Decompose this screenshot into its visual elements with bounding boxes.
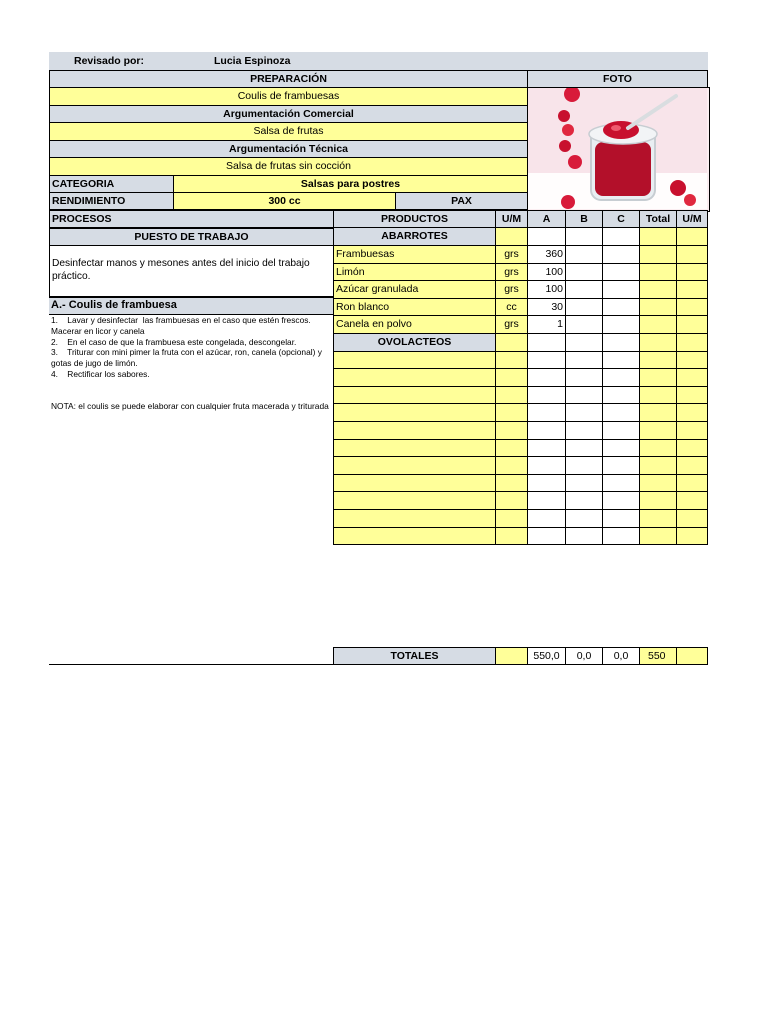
category-value: Salsas para postres (173, 175, 528, 193)
empty-row-cell (676, 456, 708, 475)
empty-row-cell (527, 527, 566, 546)
product-a: 100 (527, 280, 566, 299)
empty-row-cell (602, 456, 640, 475)
yield-value: 300 cc (173, 192, 396, 210)
empty-row-cell (602, 491, 640, 510)
empty-row-cell (495, 527, 528, 546)
empty-row-cell (527, 439, 566, 458)
empty-row-cell (565, 527, 603, 546)
technical-value: Salsa de frutas sin cocción (49, 157, 528, 176)
totals-total: 550 (639, 647, 677, 665)
empty-row-cell (495, 456, 528, 475)
empty-row-cell (639, 509, 677, 528)
empty-row-cell (676, 527, 708, 546)
empty-row-cell (639, 368, 677, 387)
empty-row-cell (639, 421, 677, 440)
empty-row-cell (333, 509, 496, 528)
totals-line-left (49, 664, 334, 665)
empty-row-cell (495, 421, 528, 440)
product-name: Limón (333, 263, 496, 282)
product-a: 360 (527, 245, 566, 264)
procesos-header: PROCESOS (49, 210, 334, 228)
product-um2 (676, 263, 708, 282)
preparation-value: Coulis de frambuesas (49, 87, 528, 106)
grid-cell (676, 227, 708, 246)
product-total (639, 245, 677, 264)
workstation-header: PUESTO DE TRABAJO (49, 228, 334, 246)
workstation-text: Desinfectar manos y mesones antes del inicio del trabajo práctico. (49, 245, 334, 297)
empty-row-cell (527, 509, 566, 528)
empty-row-cell (333, 439, 496, 458)
grid-cell (565, 333, 603, 352)
product-a: 30 (527, 298, 566, 317)
product-c (602, 315, 640, 334)
product-um: grs (495, 263, 528, 282)
productos-header: PRODUCTOS (333, 210, 496, 228)
empty-row-cell (639, 403, 677, 422)
empty-row-cell (527, 456, 566, 475)
product-name: Canela en polvo (333, 315, 496, 334)
product-name: Azúcar granulada (333, 280, 496, 299)
commercial-header: Argumentación Comercial (49, 105, 528, 123)
totals-b: 0,0 (565, 647, 603, 665)
empty-row-cell (565, 368, 603, 387)
empty-row-cell (333, 368, 496, 387)
product-b (565, 280, 603, 299)
empty-row-cell (565, 439, 603, 458)
product-um: grs (495, 245, 528, 264)
reviewed-label: Revisado por: (74, 54, 145, 67)
empty-row-cell (527, 491, 566, 510)
totals-label: TOTALES (333, 647, 496, 665)
um2-header: U/M (676, 210, 708, 228)
grid-cell (495, 333, 528, 352)
product-total (639, 263, 677, 282)
empty-row-cell (676, 491, 708, 510)
product-a: 100 (527, 263, 566, 282)
abarrotes-header: ABARROTES (333, 227, 496, 246)
technical-header: Argumentación Técnica (49, 140, 528, 158)
empty-row-cell (602, 368, 640, 387)
empty-row-cell (676, 403, 708, 422)
category-label: CATEGORIA (49, 175, 174, 193)
product-um: grs (495, 280, 528, 299)
empty-row-cell (676, 421, 708, 440)
um-header: U/M (495, 210, 528, 228)
empty-row-cell (565, 456, 603, 475)
total-header: Total (639, 210, 677, 228)
product-total (639, 298, 677, 317)
empty-row-cell (639, 386, 677, 405)
totals-a: 550,0 (527, 647, 566, 665)
product-b (565, 245, 603, 264)
empty-row-cell (565, 474, 603, 493)
section-a-title: A.- Coulis de frambuesa (49, 297, 334, 315)
empty-row-cell (639, 474, 677, 493)
recipe-photo (527, 87, 710, 212)
empty-row-cell (602, 439, 640, 458)
empty-row-cell (639, 456, 677, 475)
pax-label: PAX (395, 192, 528, 210)
product-total (639, 280, 677, 299)
grid-cell (602, 333, 640, 352)
product-a: 1 (527, 315, 566, 334)
product-b (565, 315, 603, 334)
product-b (565, 298, 603, 317)
empty-row-cell (676, 351, 708, 370)
reviewed-name: Lucia Espinoza (214, 54, 291, 67)
product-name: Frambuesas (333, 245, 496, 264)
yield-label: RENDIMIENTO (49, 192, 174, 210)
section-a-steps: 1. Lavar y desinfectar las frambuesas en el caso que estén frescos. Macerar en licor y canela 2. En el caso de que la frambuesa este congelada, descongelar. 3. Triturar con mini pimer la fruta con el azúcar, ron, canela (opcional) y gotas de jugo de limón. 4. Rectificar los sabores. NOTA: el coulis se puede elaborar con cualquier fruta macerada y triturada (51, 315, 329, 412)
empty-row-cell (602, 474, 640, 493)
product-total (639, 315, 677, 334)
product-name: Ron blanco (333, 298, 496, 317)
empty-row-cell (527, 351, 566, 370)
empty-row-cell (602, 527, 640, 546)
product-um2 (676, 280, 708, 299)
empty-row-cell (333, 421, 496, 440)
commercial-value: Salsa de frutas (49, 122, 528, 141)
empty-row-cell (676, 439, 708, 458)
product-c (602, 280, 640, 299)
totals-c: 0,0 (602, 647, 640, 665)
empty-row-cell (527, 368, 566, 387)
ovolacteos-header: OVOLACTEOS (333, 333, 496, 352)
product-um: grs (495, 315, 528, 334)
product-um: cc (495, 298, 528, 317)
empty-row-cell (565, 386, 603, 405)
grid-cell (565, 227, 603, 246)
grid-cell (527, 227, 566, 246)
totals-um2 (676, 647, 708, 665)
product-c (602, 263, 640, 282)
grid-cell (602, 227, 640, 246)
empty-row-cell (676, 368, 708, 387)
empty-row-cell (495, 491, 528, 510)
raspberry-jar-photo (528, 88, 707, 209)
product-c (602, 245, 640, 264)
product-c (602, 298, 640, 317)
product-um2 (676, 315, 708, 334)
grid-cell (527, 333, 566, 352)
empty-row-cell (333, 474, 496, 493)
empty-row-cell (527, 474, 566, 493)
totals-um (495, 647, 528, 665)
empty-row-cell (495, 509, 528, 528)
empty-row-cell (676, 474, 708, 493)
empty-row-cell (565, 491, 603, 510)
empty-row-cell (602, 386, 640, 405)
empty-row-cell (333, 491, 496, 510)
a-header: A (527, 210, 566, 228)
empty-row-cell (639, 439, 677, 458)
grid-cell (676, 333, 708, 352)
empty-row-cell (602, 403, 640, 422)
c-header: C (602, 210, 640, 228)
empty-row-cell (676, 386, 708, 405)
empty-row-cell (333, 351, 496, 370)
empty-row-cell (602, 351, 640, 370)
empty-row-cell (495, 474, 528, 493)
empty-row-cell (565, 351, 603, 370)
photo-header: FOTO (527, 70, 708, 88)
empty-row-cell (565, 509, 603, 528)
product-um2 (676, 245, 708, 264)
empty-row-cell (527, 403, 566, 422)
empty-row-cell (676, 509, 708, 528)
grid-cell (639, 227, 677, 246)
empty-row-cell (639, 527, 677, 546)
empty-row-cell (495, 403, 528, 422)
empty-row-cell (639, 491, 677, 510)
empty-row-cell (495, 386, 528, 405)
empty-row-cell (333, 456, 496, 475)
empty-row-cell (565, 403, 603, 422)
preparation-header: PREPARACIÓN (49, 70, 528, 88)
grid-cell (495, 227, 528, 246)
product-um2 (676, 298, 708, 317)
product-b (565, 263, 603, 282)
empty-row-cell (333, 527, 496, 546)
empty-row-cell (495, 351, 528, 370)
b-header: B (565, 210, 603, 228)
empty-row-cell (333, 386, 496, 405)
empty-row-cell (565, 421, 603, 440)
empty-row-cell (527, 386, 566, 405)
grid-cell (639, 333, 677, 352)
empty-row-cell (602, 509, 640, 528)
empty-row-cell (333, 403, 496, 422)
empty-row-cell (495, 439, 528, 458)
empty-row-cell (639, 351, 677, 370)
empty-row-cell (527, 421, 566, 440)
empty-row-cell (602, 421, 640, 440)
empty-row-cell (495, 368, 528, 387)
